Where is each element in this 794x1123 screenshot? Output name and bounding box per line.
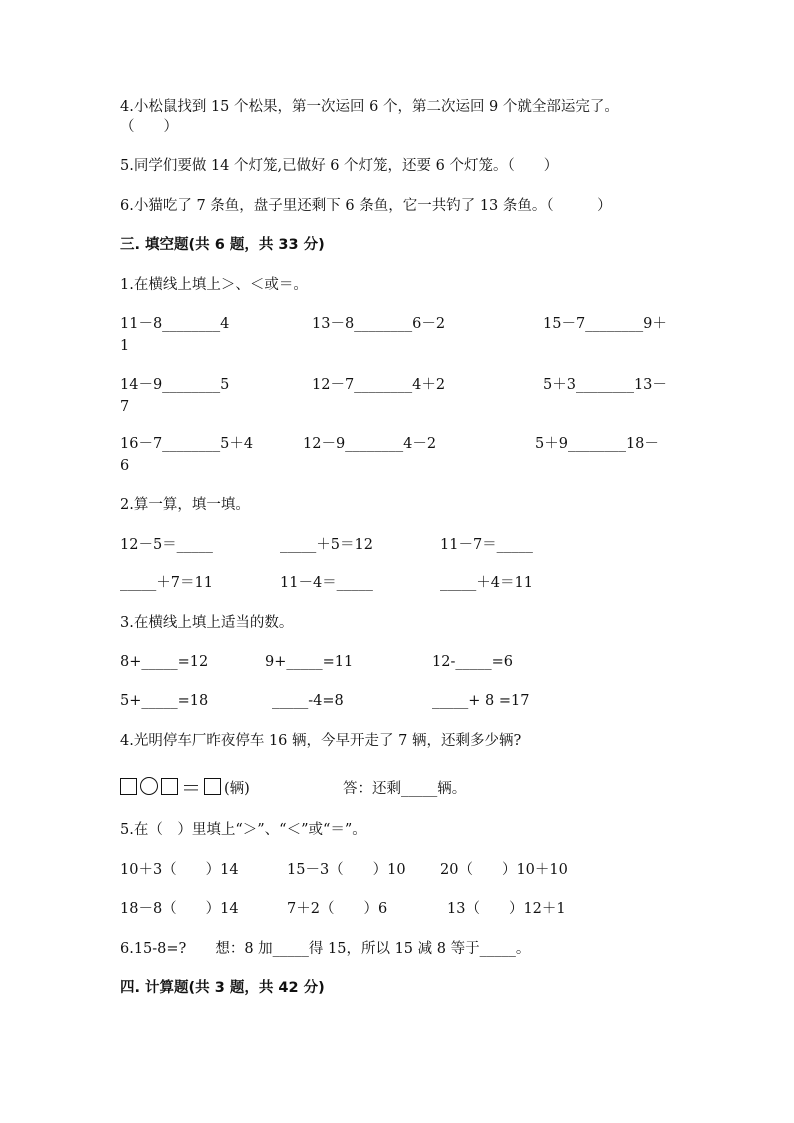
fill-q1-r1-c2: 13－8________6－2: [312, 316, 446, 332]
fill-q1-r2-c1: 14－9________5: [120, 377, 230, 393]
fill-q1-r3-c2: 12－9________4－2: [303, 436, 437, 452]
fill-q2-r1-c3: 11－7＝_____: [440, 537, 533, 553]
fill-q1-r1-c3: 15－7________9＋: [543, 316, 667, 332]
square-icon: [161, 778, 178, 795]
fill-q4-unit: (辆): [224, 781, 250, 797]
fill-q5-r1-c3: 20（ ）10＋10: [440, 862, 568, 878]
equals-icon: ＝: [181, 776, 201, 800]
fill-q2-r2-c2: 11－4＝_____: [280, 575, 373, 591]
section4-title: 四. 计算题(共 3 题，共 42 分): [120, 980, 325, 996]
fill-q4-answer: 答：还剩_____辆。: [343, 781, 467, 797]
fill-q3-title: 3.在横线上填上适当的数。: [120, 615, 294, 631]
fill-q3-r2-c1: 5+_____=18: [120, 693, 209, 709]
fill-q1-r3-c3: 5＋9________18－: [535, 436, 659, 452]
fill-q1-r1-c1: 11－8________4: [120, 316, 230, 332]
judge-q4-line2: （ ）: [120, 119, 178, 135]
fill-q1-r3-wrap: 6: [120, 458, 130, 474]
fill-q4-equation: [120, 777, 250, 800]
circle-icon: [140, 777, 158, 795]
section3-title: 三. 填空题(共 6 题，共 33 分): [120, 237, 325, 253]
fill-q2-r1-c1: 12－5＝_____: [120, 537, 213, 553]
square-icon: [204, 778, 221, 795]
fill-q1-r2-wrap: 7: [120, 399, 130, 415]
judge-q6: 6.小猫吃了 7 条鱼，盘子里还剩下 6 条鱼，它一共钓了 13 条鱼。（ ）: [120, 198, 612, 214]
fill-q1-r2-c3: 5＋3________13－: [543, 377, 667, 393]
fill-q5-title: 5.在（ ）里填上“＞”、“＜”或“＝”。: [120, 822, 367, 838]
fill-q2-r2-c1: _____＋7＝11: [120, 575, 213, 591]
fill-q3-r1-c3: 12-_____=6: [432, 654, 513, 670]
fill-q5-r2-c1: 18－8（ ）14: [120, 901, 239, 917]
fill-q3-r1-c2: 9+_____=11: [265, 654, 354, 670]
fill-q3-r2-c3: _____+ 8 =17: [432, 693, 530, 709]
fill-q4-title: 4.光明停车厂昨夜停车 16 辆，今早开走了 7 辆，还剩多少辆?: [120, 733, 522, 749]
fill-q3-r2-c2: _____-4=8: [272, 693, 344, 709]
fill-q1-r3-c1: 16－7________5＋4: [120, 436, 254, 452]
fill-q5-r2-c2: 7＋2（ ）6: [287, 901, 388, 917]
fill-q5-r2-c3: 13（ ）12＋1: [447, 901, 566, 917]
fill-q1-r1-wrap: 1: [120, 338, 130, 354]
fill-q5-r1-c2: 15－3（ ）10: [287, 862, 406, 878]
fill-q1-title: 1.在横线上填上＞、＜或＝。: [120, 277, 308, 293]
fill-q5-r1-c1: 10＋3（ ）14: [120, 862, 239, 878]
fill-q1-r2-c2: 12－7________4＋2: [312, 377, 446, 393]
fill-q2-title: 2.算一算，填一填。: [120, 497, 250, 513]
fill-q3-r1-c1: 8+_____=12: [120, 654, 209, 670]
fill-q2-r1-c2: _____＋5＝12: [280, 537, 373, 553]
fill-q2-r2-c3: _____＋4＝11: [440, 575, 533, 591]
square-icon: [120, 778, 137, 795]
fill-q6: 6.15-8=? 想：8 加_____得 15，所以 15 减 8 等于_____。: [120, 941, 531, 957]
judge-q5: 5.同学们要做 14 个灯笼,已做好 6 个灯笼，还要 6 个灯笼。（ ）: [120, 158, 559, 174]
judge-q4-line1: 4.小松鼠找到 15 个松果，第一次运回 6 个，第二次运回 9 个就全部运完了。: [120, 99, 619, 115]
